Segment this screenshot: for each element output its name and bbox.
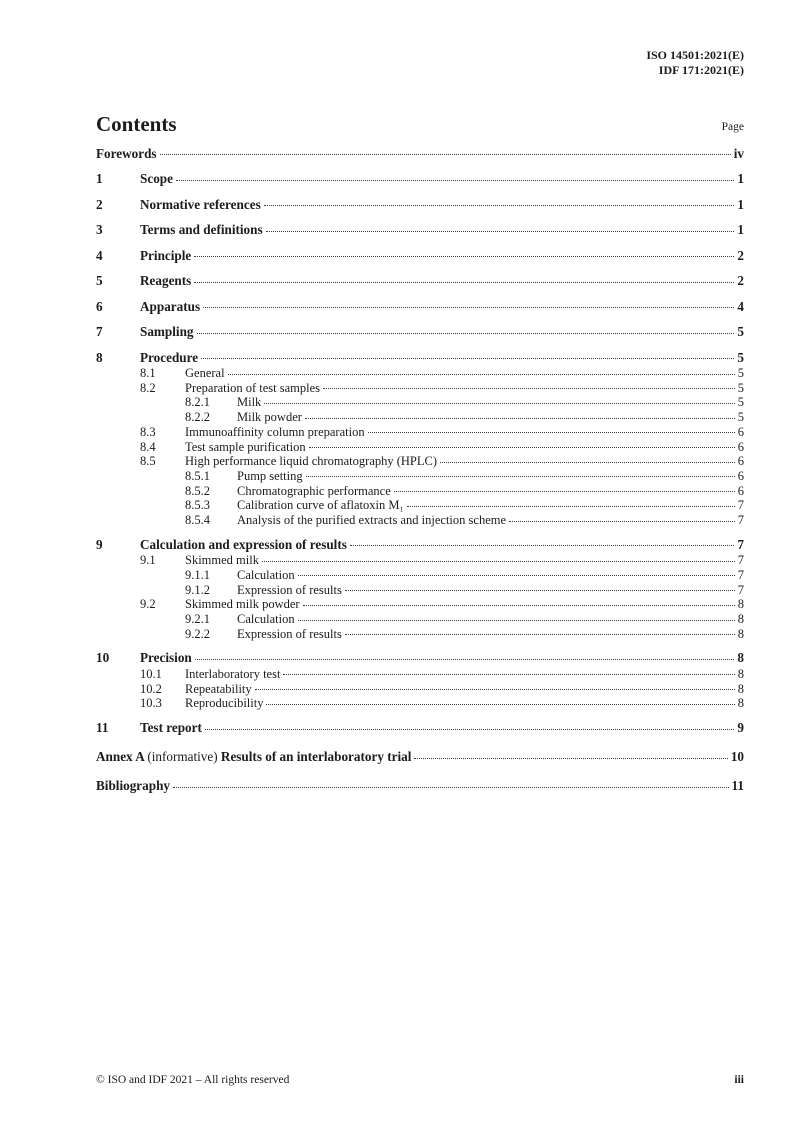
toc-entry-label: Skimmed milk [185,553,259,568]
toc-entry[interactable] [96,222,744,238]
toc-entry-label: Milk powder [237,410,302,425]
toc-entry-page: 1 [737,196,744,212]
toc-entry-label: Reproducibility [185,696,264,711]
toc-dot-leader [345,634,735,635]
toc-entry-label: Annex A (informative) Results of an interlaboratory trial [96,749,412,765]
toc-dot-leader [306,476,735,477]
toc-dot-leader [309,447,735,448]
toc-entry[interactable] [96,696,744,710]
toc-entry-page: 5 [737,380,744,395]
toc-entry[interactable] [96,324,744,340]
toc-entry[interactable] [96,749,744,765]
toc-dot-leader [298,575,735,576]
header-ref-iso: ISO 14501:2021(E) [646,48,744,62]
toc-entry-page: 8 [737,612,744,627]
toc-entry-number: 3 [96,222,103,237]
toc-entry[interactable] [96,381,744,395]
toc-entry[interactable] [96,667,744,681]
toc-entry-number: 9 [96,536,103,552]
toc-entry-label: Interlaboratory test [185,666,281,681]
toc-entry-page: 9 [737,720,744,736]
toc-entry-label: Preparation of test samples [185,380,321,395]
toc-dot-leader [440,462,735,463]
toc-dot-leader [203,307,734,308]
toc-entry-label: Repeatability [185,681,252,696]
toc-entry-number: 10.1 [140,666,162,681]
toc-entry-page: 1 [737,171,744,186]
toc-entry[interactable] [96,627,744,641]
toc-entry-number: 9.2.2 [185,626,210,641]
toc-entry[interactable] [96,248,744,264]
toc-dot-leader [205,729,735,730]
toc-entry-number: 8.2.1 [185,395,210,410]
toc-entry[interactable] [96,469,744,483]
toc-entry[interactable] [96,395,744,409]
toc-dot-leader [264,205,735,206]
toc-entry-page: 6 [737,483,744,498]
toc-entry-label: Calculation and expression of results [140,536,347,552]
toc-entry-number: 10.3 [140,696,162,711]
toc-entry[interactable] [96,583,744,597]
toc-entry-page: 8 [737,681,744,696]
toc-entry-page: 8 [737,650,744,666]
toc-entry-page: 2 [737,247,744,263]
toc-entry-label: General [185,366,225,380]
toc-entry-number: 8.5.4 [185,513,210,528]
toc-entry-label: Calibration curve of aflatoxin M₁ [237,498,404,513]
toc-entry-number: 9.1.2 [185,582,210,597]
toc-entry[interactable] [96,682,744,696]
contents-title-row [96,113,744,136]
toc-dot-leader [266,231,735,232]
toc-dot-leader [414,758,727,759]
toc-entry[interactable] [96,299,744,315]
toc-entry-number: 8.5.1 [185,468,210,483]
toc-entry-number: 9.1 [140,553,156,568]
toc-entry-number: 8.1 [140,366,156,380]
toc-entry-label: High performance liquid chromatography (HPLC) [185,454,438,469]
toc-entry-page: 7 [737,582,744,597]
toc-entry-label: Precision [140,650,192,666]
toc-entry-page: 6 [737,439,744,454]
toc-entry-page: 1 [737,222,744,237]
toc-entry-number: 8.5.2 [185,483,210,498]
toc-list [96,146,744,795]
toc-entry[interactable] [96,410,744,424]
toc-entry-number: 7 [96,324,103,339]
toc-entry[interactable] [96,146,744,162]
toc-entry[interactable] [96,440,744,454]
toc-entry-number: 10.2 [140,681,162,696]
toc-entry-number: 2 [96,196,103,212]
toc-dot-leader [255,689,735,690]
toc-entry[interactable] [96,498,744,512]
toc-dot-leader [195,659,735,660]
toc-entry[interactable] [96,425,744,439]
toc-dot-leader [194,282,734,283]
toc-entry-page: 7 [737,536,744,552]
header-ref-idf: IDF 171:2021(E) [658,62,744,77]
toc-entry-page: 7 [737,513,744,528]
toc-entry-number: 8.4 [140,439,156,454]
toc-entry-page: 8 [737,666,744,681]
toc-entry-label: Analysis of the purified extracts and injection scheme [237,513,507,528]
toc-entry-number: 9.2.1 [185,612,210,627]
toc-entry[interactable] [96,537,744,553]
toc-entry-label: Apparatus [140,298,201,314]
toc-dot-leader [305,418,735,419]
toc-entry-page: 7 [737,567,744,582]
toc-entry-page: iv [733,145,744,161]
toc-entry-label: Pump setting [237,468,303,483]
toc-entry-number: 9.1.1 [185,567,210,582]
toc-dot-leader [350,545,735,546]
toc-dot-leader [323,388,735,389]
toc-dot-leader [298,620,735,621]
toc-dot-leader [368,432,735,433]
toc-entry-label: Reagents [140,273,192,288]
toc-dot-leader [201,358,734,359]
toc-entry[interactable] [96,513,744,527]
toc-entry-page: 2 [737,273,744,288]
toc-entry[interactable] [96,597,744,611]
toc-entry-page: 6 [737,424,744,439]
toc-entry-page: 5 [737,366,744,380]
toc-entry-label: Expression of results [237,582,342,597]
toc-entry-page: 11 [731,778,744,794]
document-footer [96,1074,744,1086]
toc-dot-leader [197,333,735,334]
toc-dot-leader [509,521,735,522]
toc-entry-number: 8.2 [140,380,156,395]
toc-entry-label: Milk [237,395,262,410]
toc-dot-leader [283,674,734,675]
toc-entry-page: 5 [737,324,744,339]
toc-entry-label: Sampling [140,324,194,339]
page-number: iii [734,1074,744,1086]
toc-entry[interactable] [96,273,744,289]
toc-dot-leader [407,506,735,507]
toc-entry[interactable] [96,650,744,666]
toc-entry-label: Test sample purification [185,439,306,454]
toc-entry-page: 8 [737,597,744,612]
toc-entry-label: Test report [140,720,202,736]
toc-entry-number: 4 [96,247,103,263]
toc-dot-leader [173,787,729,788]
toc-entry-label: Expression of results [237,626,342,641]
toc-entry-number: 8 [96,349,103,365]
toc-entry[interactable] [96,197,744,213]
toc-entry-page: 10 [730,749,744,765]
toc-entry-number: 8.5 [140,454,156,469]
toc-dot-leader [266,704,734,705]
toc-entry-label: Normative references [140,196,261,212]
toc-entry[interactable] [96,366,744,380]
toc-entry[interactable] [96,484,744,498]
toc-entry-page: 6 [737,454,744,469]
toc-entry-page: 6 [737,468,744,483]
page-title: Contents [96,112,177,136]
toc-entry-label: Terms and definitions [140,222,263,237]
toc-entry-page: 8 [737,696,744,711]
toc-entry-label: Skimmed milk powder [185,597,300,612]
page-column-label: Page [721,121,744,133]
toc-entry-page: 8 [737,626,744,641]
toc-dot-leader [345,590,735,591]
toc-entry-number: 9.2 [140,597,156,612]
toc-entry-page: 7 [737,553,744,568]
toc-entry-label: Principle [140,247,192,263]
toc-entry-number: 11 [96,720,109,736]
toc-entry-page: 7 [737,498,744,513]
toc-entry-page: 5 [737,410,744,425]
toc-entry-label: Immunoaffinity column preparation [185,424,365,439]
toc-entry-number: 10 [96,650,110,666]
toc-entry-label: Procedure [140,349,199,365]
toc-entry-label: Calculation [237,612,295,627]
toc-entry[interactable] [96,553,744,567]
copyright-notice: © ISO and IDF 2021 – All rights reserved [96,1074,290,1086]
toc-entry-number: 6 [96,298,103,314]
toc-dot-leader [176,180,734,181]
toc-entry-page: 4 [737,298,744,314]
toc-entry[interactable] [96,778,744,794]
toc-entry-number: 8.5.3 [185,498,210,513]
toc-dot-leader [303,605,735,606]
toc-dot-leader [264,403,734,404]
toc-dot-leader [160,154,731,155]
toc-dot-leader [194,256,734,257]
toc-entry-number: 1 [96,171,103,186]
toc-entry-number: 8.2.2 [185,410,210,425]
toc-entry-number: 8.3 [140,424,156,439]
toc-entry[interactable] [96,612,744,626]
toc-entry-page: 5 [737,349,744,365]
toc-entry[interactable] [96,568,744,582]
toc-entry-label: Forewords [96,145,157,161]
toc-entry-number: 5 [96,273,103,288]
toc-dot-leader [228,374,735,375]
document-header [96,48,744,77]
toc-dot-leader [262,561,735,562]
toc-entry-label: Bibliography [96,778,171,794]
toc-entry-label: Chromatographic performance [237,483,391,498]
toc-entry-label: Calculation [237,567,295,582]
toc-entry[interactable] [96,454,744,468]
toc-entry-label: Scope [140,171,173,186]
toc-entry[interactable] [96,350,744,366]
toc-dot-leader [394,491,735,492]
toc-entry-page: 5 [737,395,744,410]
toc-entry[interactable] [96,171,744,187]
toc-entry[interactable] [96,720,744,736]
